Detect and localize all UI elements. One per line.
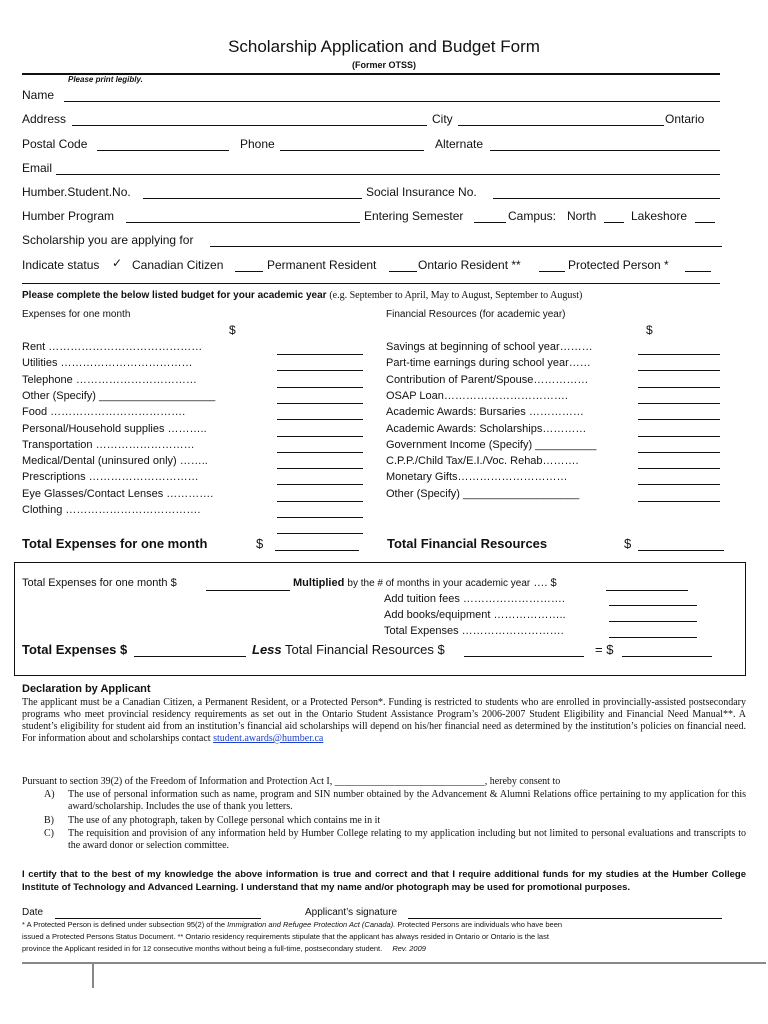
add-tuition-label: Add tuition fees ………………………. <box>384 593 565 605</box>
resource-amount-field[interactable] <box>638 370 720 371</box>
calc-multiplied <box>293 577 557 589</box>
expense-label: Eye Glasses/Contact Lenses …………. <box>22 487 214 500</box>
footnote-line1b: Immigration and Refugee Protection Act (Canada). <box>227 920 396 929</box>
resource-amount-field[interactable] <box>638 354 720 355</box>
expense-amount-field[interactable] <box>277 517 363 518</box>
resource-label: Academic Awards: Scholarships………… <box>386 422 587 435</box>
expense-amount-field[interactable] <box>277 533 363 534</box>
awards-email-link[interactable]: student.awards@humber.ca <box>213 733 324 744</box>
declaration-paragraph <box>22 697 746 745</box>
resource-label: Part-time earnings during school year…… <box>386 357 591 370</box>
big-total-expenses-label: Total Expenses $ <box>22 642 128 657</box>
name-field[interactable] <box>64 101 720 102</box>
north-label: North <box>567 209 597 223</box>
permanent-resident-field[interactable] <box>389 271 417 272</box>
calc-multiplied-text: by the # of months in your academic year <box>347 578 531 589</box>
address-label: Address <box>22 112 67 126</box>
permanent-resident-label: Permanent Resident <box>267 258 377 272</box>
name-label: Name <box>22 88 55 102</box>
add-tuition-field[interactable] <box>609 605 697 606</box>
expense-label: Personal/Household supplies ……….. <box>22 422 207 435</box>
expense-amount-field[interactable] <box>277 484 363 485</box>
city-label: City <box>432 112 453 126</box>
resources-heading: Financial Resources (for academic year) <box>386 309 566 320</box>
footnote-line1c: Protected Persons are individuals who have been <box>397 920 563 929</box>
sin-label: Social Insurance No. <box>366 185 477 199</box>
resource-amount-field[interactable] <box>638 436 720 437</box>
ontario-label: Ontario <box>665 112 705 126</box>
north-field[interactable] <box>604 222 624 223</box>
calc-multiplied-word: Multiplied <box>293 577 345 589</box>
total-resources-label: Total Financial Resources <box>387 536 548 551</box>
consent-item-letter: B) <box>44 815 54 826</box>
calc-line1 <box>22 577 177 589</box>
expenses-heading: Expenses for one month <box>22 309 131 320</box>
postal-code-label: Postal Code <box>22 137 88 151</box>
lakeshore-label: Lakeshore <box>631 209 688 223</box>
footnote-line3 <box>22 944 426 953</box>
expense-label: Prescriptions ………………………… <box>22 471 199 484</box>
ontario-resident-field[interactable] <box>539 271 565 272</box>
ontario-resident-label: Ontario Resident ** <box>418 258 521 272</box>
student-no-label: Humber.Student.No. <box>22 185 131 199</box>
entering-semester-label: Entering Semester <box>364 209 464 223</box>
city-field[interactable] <box>458 125 664 126</box>
alternate-field[interactable] <box>490 150 720 151</box>
declaration-text: The applicant must be a Canadian Citizen, a Permanent Resident, or a Protected Person*. Funding is restricted to students who are enrolled in provincially-assisted postsecondary programs who meet provincial residency requirements as set out in the Ontario Student Assistance Program’s 2006-2007 Student Eligibility and Financial Need Manual**. A student’s eligibility for student aid from an institution’s financial aid scholarships will depend on his/her financial need as determined by the institution’s policies on financial need. For information about and scholarships contact <box>22 697 746 744</box>
resource-amount-field[interactable] <box>638 387 720 388</box>
lakeshore-field[interactable] <box>695 222 715 223</box>
expense-amount-field[interactable] <box>277 419 363 420</box>
email-label: Email <box>22 161 53 175</box>
phone-field[interactable] <box>280 150 424 151</box>
calc-months-total-field[interactable] <box>606 590 688 591</box>
footnote-line1 <box>22 920 562 929</box>
program-label: Humber Program <box>22 209 115 223</box>
page-bottom-rule <box>22 962 766 964</box>
resource-amount-field[interactable] <box>638 419 720 420</box>
address-field[interactable] <box>72 125 427 126</box>
student-no-field[interactable] <box>143 198 362 199</box>
calc-total-expenses-field[interactable] <box>609 637 697 638</box>
page-bottom-tick <box>92 964 94 988</box>
consent-item-letter: A) <box>44 789 55 800</box>
add-books-field[interactable] <box>609 621 697 622</box>
calc-multiplied-dots: …. $ <box>533 577 557 589</box>
expense-amount-field[interactable] <box>277 354 363 355</box>
expense-label: Medical/Dental (uninsured only) …….. <box>22 455 208 468</box>
calc-line1-start: Total Expenses for one month $ <box>22 577 177 589</box>
resource-label: OSAP Loan……………………………. <box>386 389 568 402</box>
pursuant-text: Pursuant to section 39(2) of the Freedom of Information and Protection Act I, ______________________________, hereby consent to <box>22 776 561 787</box>
signature-field[interactable] <box>408 918 722 919</box>
resource-amount-field[interactable] <box>638 468 720 469</box>
entering-semester-field[interactable] <box>474 222 506 223</box>
canadian-citizen-field[interactable] <box>235 271 263 272</box>
consent-item-text: The requisition and provision of any information held by Humber College relating to my application including but not limited to personal evaluations and transcripts to the award donor or selection committee. <box>68 828 746 851</box>
protected-person-label: Protected Person * <box>568 258 669 272</box>
total-expenses-label: Total Expenses for one month <box>22 536 208 551</box>
declaration-heading: Declaration by Applicant <box>22 683 151 695</box>
canadian-citizen-label: Canadian Citizen <box>132 258 224 272</box>
consent-item-text: The use of any photograph, taken by College personal which contains me in it <box>68 815 381 826</box>
budget-intro <box>22 290 582 301</box>
resource-label: Other (Specify) ___________________ <box>386 487 580 500</box>
footnote-line3-text: province the Applicant resided in for 12 consecutive months without being a full-time, postsecondary student. <box>22 944 383 953</box>
expense-amount-field[interactable] <box>277 387 363 388</box>
postal-code-field[interactable] <box>97 150 229 151</box>
budget-intro-rest: (e.g. September to April, May to August, September to August) <box>329 290 583 301</box>
less-total-label <box>252 642 445 657</box>
phone-label: Phone <box>240 137 275 151</box>
expense-amount-field[interactable] <box>277 468 363 469</box>
resource-amount-field[interactable] <box>638 501 720 502</box>
section-rule <box>22 283 720 284</box>
form-title: Scholarship Application and Budget Form <box>228 37 540 56</box>
expense-label: Telephone …………………………… <box>22 373 197 386</box>
footnote-line2: issued a Protected Persons Status Document. ** Ontario residency requirements stipulate that the applicant has always resided in Ontario or Ontario is the last <box>22 932 549 941</box>
resource-label: Savings at beginning of school year……… <box>386 341 593 353</box>
signature-label: Applicant’s signature <box>305 907 398 918</box>
print-note: Please print legibly. <box>68 75 143 84</box>
expense-label: Transportation ……………………… <box>22 438 195 451</box>
resource-label: Government Income (Specify) __________ <box>386 438 597 451</box>
resources-dollar: $ <box>646 323 653 337</box>
email-field[interactable] <box>56 174 720 175</box>
status-label: Indicate status <box>22 258 100 272</box>
resource-amount-field[interactable] <box>638 484 720 485</box>
expense-label: Rent …………………………………… <box>22 341 203 353</box>
resource-label: C.P.P./Child Tax/E.I./Voc. Rehab………. <box>386 455 579 468</box>
alternate-label: Alternate <box>435 137 484 151</box>
add-books-label: Add books/equipment ……………….. <box>384 609 566 621</box>
expense-label: Clothing ………………………………. <box>22 504 201 516</box>
consent-item-text: The use of personal information such as name, program and SIN number obtained by the Advancement & Alumni Relations office pertaining to my application for this award/scholarship. Includes the use of thank you letters. <box>68 789 746 812</box>
calc-monthly-field[interactable] <box>206 590 290 591</box>
equals-label: = $ <box>595 642 614 657</box>
budget-intro-bold: Please complete the below listed budget for your academic year <box>22 290 327 301</box>
less-word: Less <box>252 642 282 657</box>
total-expenses-dollar: $ <box>256 536 264 551</box>
expense-amount-field[interactable] <box>277 436 363 437</box>
resource-amount-field[interactable] <box>638 452 720 453</box>
expense-label: Utilities ……………………………… <box>22 357 193 370</box>
equals-field[interactable] <box>622 656 712 657</box>
footnote-line1a: * A Protected Person is defined under subsection 95(2) of the <box>22 920 226 929</box>
expense-amount-field[interactable] <box>277 501 363 502</box>
total-resources-field[interactable] <box>638 550 724 551</box>
resource-amount-field[interactable] <box>638 403 720 404</box>
expense-amount-field[interactable] <box>277 403 363 404</box>
revision-note: Rev. 2009 <box>392 944 426 953</box>
date-field[interactable] <box>55 918 261 919</box>
resource-label: Monetary Gifts………………………… <box>386 471 568 484</box>
protected-person-field[interactable] <box>685 271 711 272</box>
expense-label: Other (Specify) ___________________ <box>22 389 216 402</box>
total-resources-dollar: $ <box>624 536 632 551</box>
consent-item-letter: C) <box>44 828 54 839</box>
scholarship-field[interactable] <box>210 246 722 247</box>
form-subtitle: (Former OTSS) <box>351 60 416 70</box>
scholarship-label: Scholarship you are applying for <box>22 233 194 247</box>
campus-label: Campus: <box>508 209 557 223</box>
calc-total-expenses-label: Total Expenses ………………………. <box>384 625 564 637</box>
total-expenses-field[interactable] <box>275 550 359 551</box>
sin-field[interactable] <box>493 198 720 199</box>
resource-label: Contribution of Parent/Spouse…………… <box>386 373 589 386</box>
program-field[interactable] <box>126 222 360 223</box>
resource-label: Academic Awards: Bursaries …………… <box>386 406 584 419</box>
expense-label: Food ………………………………. <box>22 406 186 419</box>
expense-amount-field[interactable] <box>277 452 363 453</box>
certify-text: I certify that to the best of my knowledge the above information is true and correct and that I require additional funds for my studies at the Humber College Institute of Technology and Advanced Learning. I understand that my name and/or photograph may be used for promotional purposes. <box>22 869 746 893</box>
less-total-text: Total Financial Resources $ <box>285 642 445 657</box>
big-total-expenses-field[interactable] <box>134 656 246 657</box>
check-icon: ✓ <box>112 256 123 270</box>
expenses-dollar: $ <box>229 323 236 337</box>
expense-amount-field[interactable] <box>277 370 363 371</box>
less-total-field[interactable] <box>464 656 584 657</box>
date-label: Date <box>22 907 44 918</box>
